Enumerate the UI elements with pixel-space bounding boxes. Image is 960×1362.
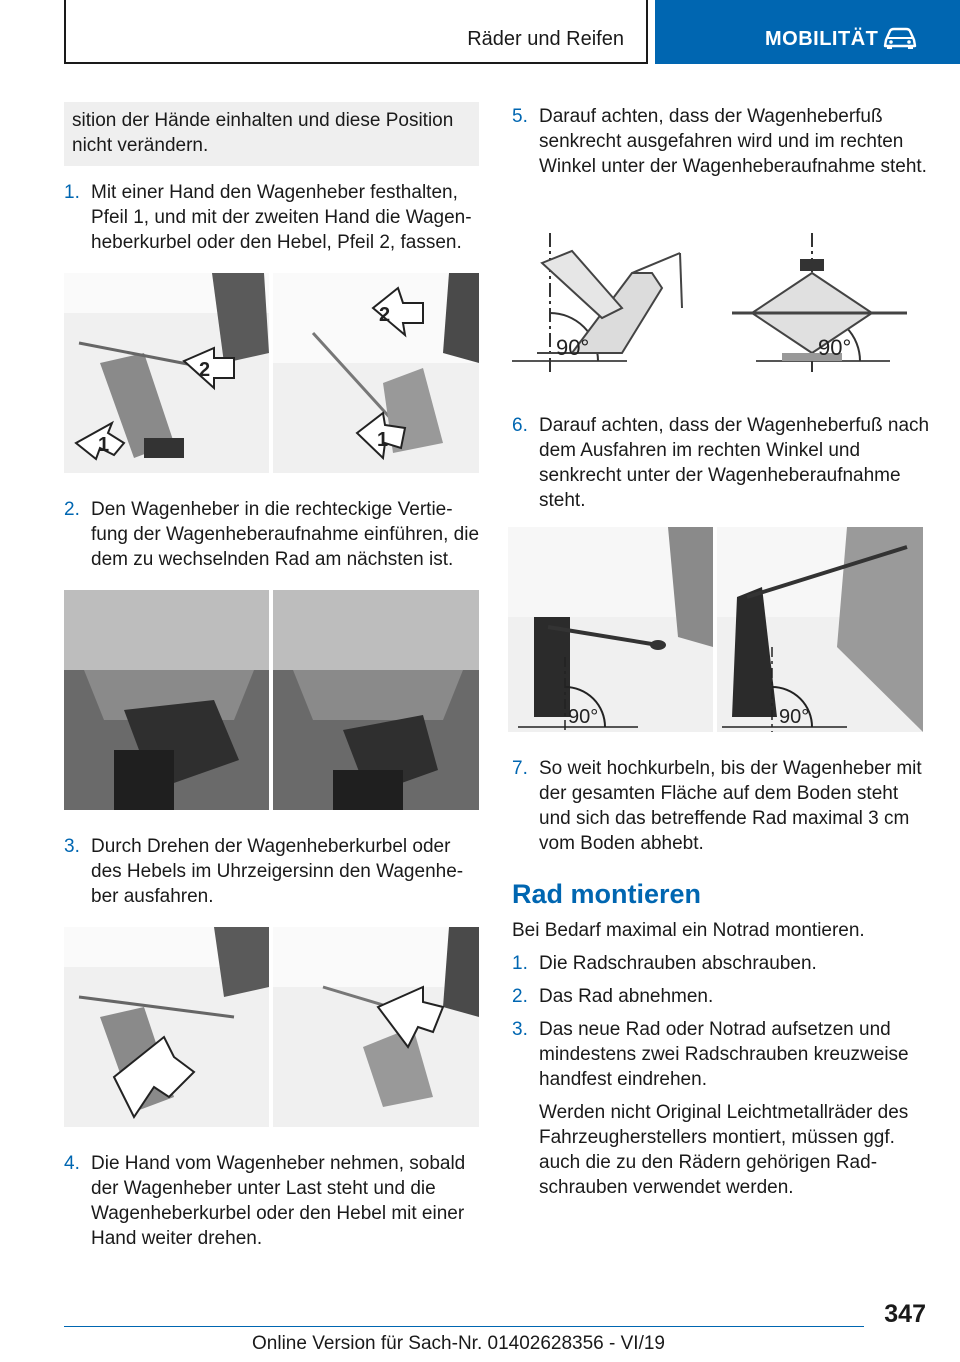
section-title: Räder und Reifen xyxy=(467,28,624,50)
step-number: 7. xyxy=(512,758,528,779)
step-number: 1. xyxy=(64,182,80,203)
angle-label: 90° xyxy=(568,706,599,728)
step-text: Das neue Rad oder Notrad aufsetzen und mindestens zwei Radschrauben kreuzweise handfest eindrehen. xyxy=(539,1019,909,1090)
step-number: 4. xyxy=(64,1153,80,1174)
header-section-box xyxy=(64,0,648,64)
step-3 xyxy=(64,834,479,909)
mount-step-1 xyxy=(512,951,930,976)
figure-jack-diagram xyxy=(512,233,930,373)
arrow-label: 1 xyxy=(377,429,389,451)
chapter-tab[interactable] xyxy=(655,0,960,64)
step-text: Den Wagenheber in die rechteckige Vertiefung der Wagenheberaufnahme einführen, die dem zu wechselnden Rad am nächsten ist. xyxy=(91,499,480,570)
step-number: 2. xyxy=(64,499,80,520)
step-7 xyxy=(512,756,930,856)
photo-hold-jack-left xyxy=(64,273,269,473)
step-number: 6. xyxy=(512,415,528,436)
chapter-tab-label: MOBILITÄT xyxy=(765,28,879,50)
figure-jack-recess xyxy=(64,590,479,810)
photo-jack-extended-left xyxy=(508,527,713,732)
car-icon xyxy=(882,26,918,50)
step-number: 5. xyxy=(512,106,528,127)
figure-crank-jack xyxy=(64,927,479,1127)
footer-text: Online Version für Sach-Nr. 01402628356 - VI/19 xyxy=(252,1333,665,1354)
photo-jack-extended-right xyxy=(717,527,923,732)
step-number: 1. xyxy=(512,953,528,974)
jack-angle-diagram xyxy=(512,233,930,373)
page-number: 347 xyxy=(884,1300,926,1328)
figure-jack-extended xyxy=(508,527,930,732)
step-2 xyxy=(64,497,479,572)
section-heading: Rad montieren xyxy=(512,879,702,909)
angle-label: 90° xyxy=(818,335,852,360)
step-text: Mit einer Hand den Wagenheber festhalten, Pfeil 1, und mit der zweiten Hand die Wagenheberkurbel oder den Hebel, Pfeil 2, fassen. xyxy=(91,182,472,253)
footer-divider xyxy=(64,1326,864,1327)
left-column xyxy=(64,102,479,1263)
step-body xyxy=(539,1017,930,1200)
step-note: Werden nicht Original Leichtmetallräder des Fahrzeugherstellers montiert, müssen ggf. auch die zu den Rädern gehörigen Radschrauben verwendet werden. xyxy=(539,1102,909,1198)
photo-crank-jack-left xyxy=(64,927,269,1127)
photo-jack-recess-right xyxy=(273,590,479,810)
figure-hold-jack xyxy=(64,273,479,473)
angle-label: 90° xyxy=(556,335,590,360)
step-1 xyxy=(64,180,479,255)
section-intro: Bei Bedarf maximal ein Notrad montieren. xyxy=(512,920,865,941)
step-number: 2. xyxy=(512,986,528,1007)
step-5 xyxy=(512,104,930,179)
step-text: So weit hochkurbeln, bis der Wagenheber mit der gesamten Fläche auf dem Boden steht und sich das betreffende Rad maximal 3 cm vom Boden abhebt. xyxy=(539,758,922,854)
step-number: 3. xyxy=(64,836,80,857)
arrow-label: 2 xyxy=(379,304,391,326)
photo-hold-jack-right xyxy=(273,273,479,473)
step-text: Das Rad abnehmen. xyxy=(539,986,714,1007)
step-text: Durch Drehen der Wagenheberkurbel oder des Hebels im Uhrzeigersinn den Wagenheber ausfahren. xyxy=(91,836,464,907)
step-4 xyxy=(64,1151,479,1251)
angle-label: 90° xyxy=(779,706,810,728)
step-text: Die Hand vom Wagenheber nehmen, sobald der Wagenheber unter Last steht und die Wagenheberkurbel oder den Hebel mit einer Hand weiter drehen. xyxy=(91,1153,466,1249)
continued-note: sition der Hände einhalten und diese Position nicht verändern. xyxy=(64,102,479,166)
mount-step-2 xyxy=(512,984,930,1009)
mount-step-3 xyxy=(512,1017,930,1200)
arrow-label: 1 xyxy=(98,434,110,456)
step-6 xyxy=(512,413,930,513)
step-number: 3. xyxy=(512,1019,528,1040)
step-text: Darauf achten, dass der Wagenheberfuß senkrecht ausgefahren wird und im rechten Winkel unter der Wagenheberaufnahme steht. xyxy=(539,106,927,177)
arrow-label: 2 xyxy=(199,359,211,381)
photo-jack-recess-left xyxy=(64,590,269,810)
photo-crank-jack-right xyxy=(273,927,479,1127)
step-text: Die Radschrauben abschrauben. xyxy=(539,953,817,974)
step-text: Darauf achten, dass der Wagenheberfuß nach dem Ausfahren im rechten Winkel und senkrecht unter der Wagenheberaufnahme steht. xyxy=(539,415,930,511)
right-column xyxy=(512,104,930,1212)
